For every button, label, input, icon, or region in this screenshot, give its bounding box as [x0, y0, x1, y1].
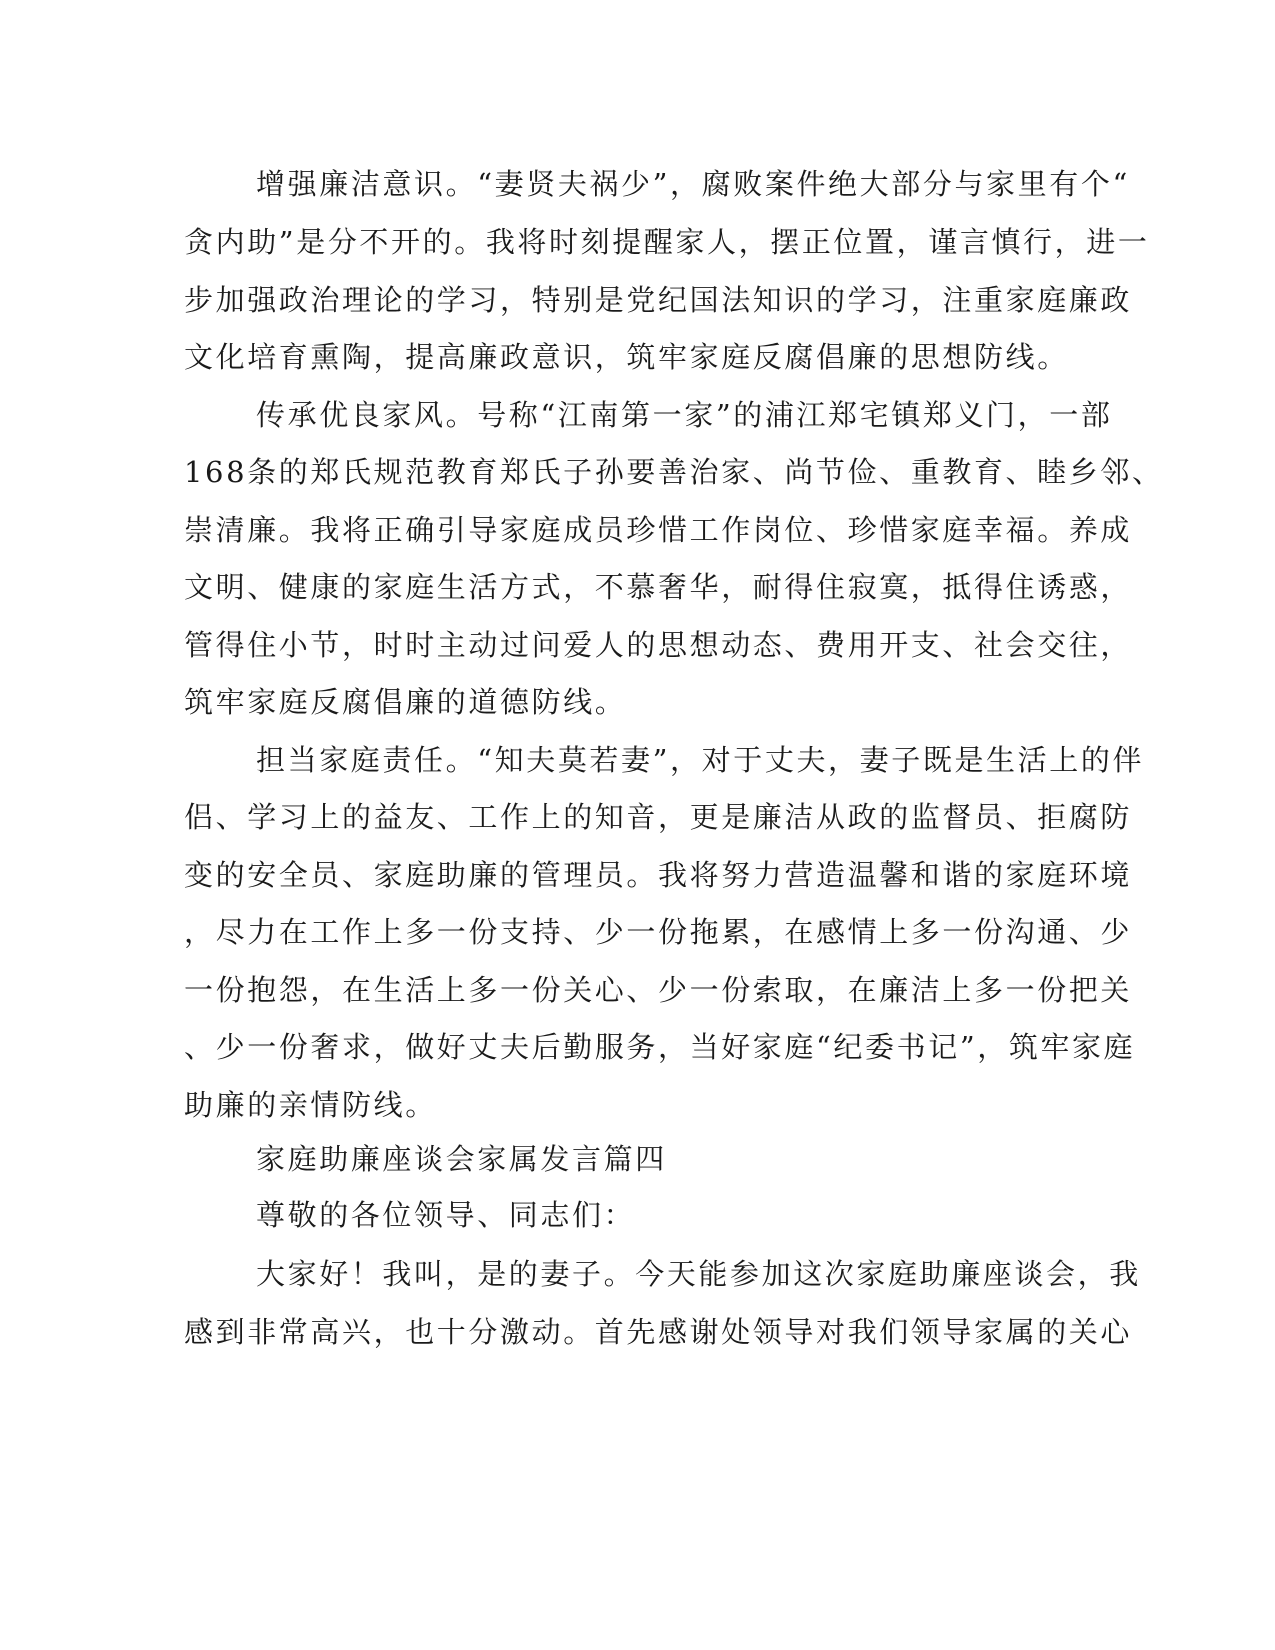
paragraph-line: 步加强政治理论的学习，特别是党纪国法知识的学习，注重家庭廉政	[184, 283, 1133, 317]
paragraph-line: ，尽力在工作上多一份支持、少一份拖累，在感情上多一份沟通、少	[184, 915, 1133, 949]
paragraph-line: 变的安全员、家庭助廉的管理员。我将努力营造温馨和谐的家庭环境	[184, 858, 1133, 892]
paragraph-line: 168条的郑氏规范教育郑氏子孙要善治家、尚节俭、重教育、睦乡邻、	[184, 455, 1164, 489]
paragraph-line: 传承优良家风。号称“江南第一家”的浦江郑宅镇郑义门，一部	[256, 398, 1113, 432]
paragraph-line: 增强廉洁意识。“妻贤夫祸少”，腐败案件绝大部分与家里有个“	[256, 167, 1130, 201]
paragraph-line: 管得住小节，时时主动过问爱人的思想动态、费用开支、社会交往，	[184, 628, 1133, 662]
section-heading: 家庭助廉座谈会家属发言篇四	[256, 1142, 667, 1176]
paragraph-line: 助廉的亲情防线。	[184, 1088, 437, 1122]
paragraph-line: 大家好！我叫，是的妻子。今天能参加这次家庭助廉座谈会，我	[256, 1257, 1141, 1291]
paragraph-line: 贪内助”是分不开的。我将时刻提醒家人，摆正位置，谨言慎行，进一	[184, 225, 1150, 259]
paragraph-line: 担当家庭责任。“知夫莫若妻”，对于丈夫，妻子既是生活上的伴	[256, 743, 1145, 777]
paragraph-line: 文明、健康的家庭生活方式，不慕奢华，耐得住寂寞，抵得住诱惑，	[184, 570, 1133, 604]
paragraph-line: 筑牢家庭反腐倡廉的道德防线。	[184, 685, 627, 719]
salutation: 尊敬的各位领导、同志们：	[256, 1198, 636, 1232]
paragraph-line: 一份抱怨，在生活上多一份关心、少一份索取，在廉洁上多一份把关	[184, 973, 1133, 1007]
paragraph-line: 、少一份奢求，做好丈夫后勤服务，当好家庭“纪委书记”，筑牢家庭	[184, 1030, 1136, 1064]
paragraph-line: 侣、学习上的益友、工作上的知音，更是廉洁从政的监督员、拒腐防	[184, 800, 1133, 834]
paragraph-line: 感到非常高兴，也十分激动。首先感谢处领导对我们领导家属的关心	[184, 1315, 1133, 1349]
paragraph-line: 文化培育熏陶，提高廉政意识，筑牢家庭反腐倡廉的思想防线。	[184, 340, 1069, 374]
paragraph-line: 崇清廉。我将正确引导家庭成员珍惜工作岗位、珍惜家庭幸福。养成	[184, 513, 1133, 547]
